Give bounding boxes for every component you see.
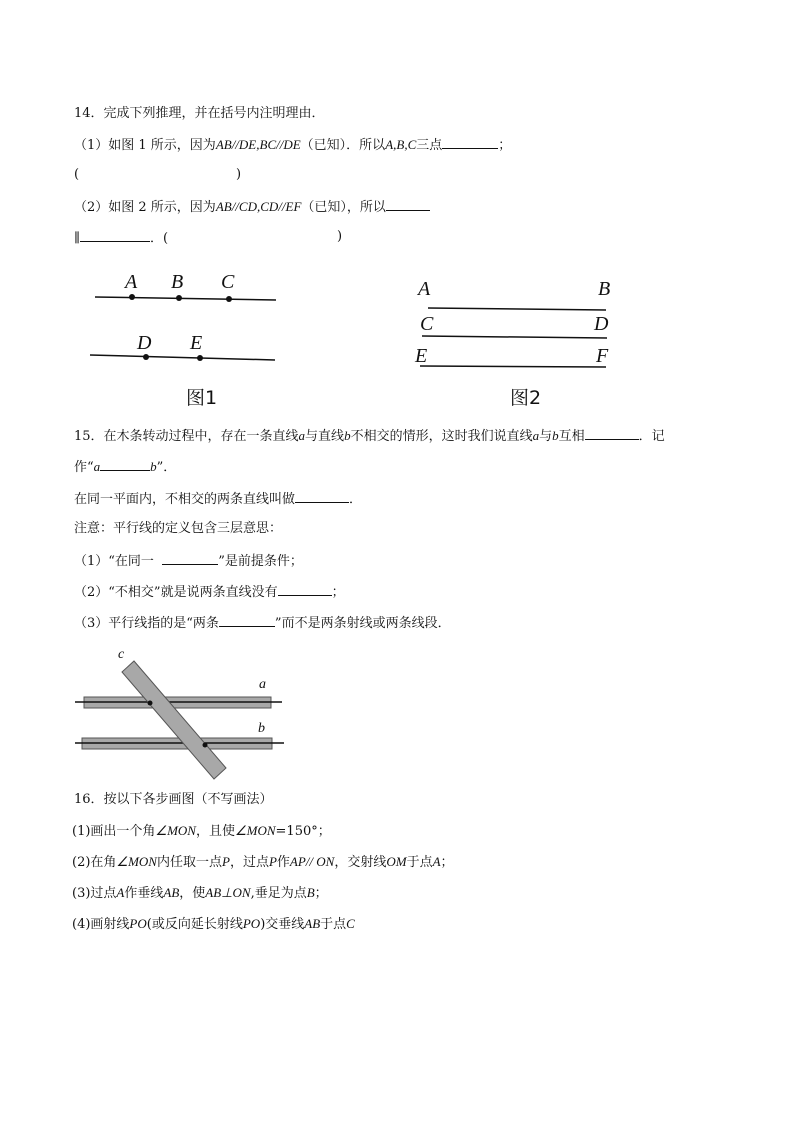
fig1-label-b: B bbox=[171, 271, 184, 293]
q15-line3-text: 在同一平面内，不相交的两条直线叫做 bbox=[74, 492, 296, 507]
q16-s1-a: (1)画出一个角 bbox=[72, 824, 156, 839]
fig2-label-b: B bbox=[598, 278, 611, 300]
q15-line2-var-a: a bbox=[93, 459, 101, 474]
q14-p1-text-c: 三点 bbox=[416, 138, 443, 153]
q15-text-d: 与 bbox=[539, 429, 553, 444]
q16-s2-a: (2)在角 bbox=[72, 855, 117, 870]
q14-p1-points: A,B,C bbox=[385, 137, 417, 152]
q16-s3-point-a: A bbox=[116, 885, 125, 900]
q15-line2 bbox=[74, 457, 176, 477]
q16-s3-b: 作垂线 bbox=[124, 886, 164, 901]
q14-p1-text-a: （1）如图 1 所示，因为 bbox=[74, 138, 216, 153]
fig1-label-d: D bbox=[137, 332, 152, 354]
q14-p1-text-b: （已知）．所以 bbox=[300, 138, 386, 153]
q15-line1 bbox=[74, 426, 665, 446]
q16-s4-b: (或反向延长射线 bbox=[146, 917, 243, 932]
fig2-label-c: C bbox=[420, 313, 434, 335]
fig3-label-b: b bbox=[258, 721, 265, 736]
q15-line2-var-b: b bbox=[150, 459, 157, 474]
q16-s3-e: ； bbox=[314, 886, 328, 901]
q14-title: 14．完成下列推理，并在括号内注明理由． bbox=[74, 106, 325, 121]
q16-s2-a-point: A bbox=[432, 854, 441, 869]
q16-s3-d: ,垂足为点 bbox=[250, 886, 307, 901]
q15-var-a: a bbox=[298, 428, 306, 443]
q15-note: 注意：平行线的定义包含三层意思： bbox=[74, 521, 283, 536]
q16-s1-b: ，且使 bbox=[195, 824, 235, 839]
q16-step1 bbox=[72, 822, 331, 841]
q15-n3-a: （3）平行线指的是“两条 bbox=[74, 616, 219, 631]
fig1-label-e: E bbox=[190, 332, 203, 354]
q16-step2 bbox=[72, 853, 454, 872]
fig3-label-c: c bbox=[118, 647, 125, 662]
q16-s3-a: (3)过点 bbox=[72, 886, 117, 901]
fig3-label-a: a bbox=[259, 677, 266, 692]
point-c-dot bbox=[226, 296, 232, 302]
q15-n1-a: （1）“在同一 bbox=[74, 554, 154, 569]
q14-reason1-open: ( bbox=[74, 167, 80, 182]
q15-line2-b: ”． bbox=[156, 460, 177, 475]
q15-var-a2: a bbox=[532, 428, 540, 443]
q15-line3 bbox=[74, 489, 362, 509]
q16-s4-po: PO bbox=[129, 916, 147, 931]
q16-s2-angle: ∠MON bbox=[116, 854, 157, 869]
q15-text-a: 15．在木条转动过程中，存在一条直线 bbox=[74, 429, 299, 444]
q15-text-c: 不相交的情形，这时我们说直线 bbox=[350, 429, 533, 444]
q16-s2-relation: AP// ON bbox=[289, 854, 335, 869]
stick-c bbox=[122, 661, 226, 779]
nail-b bbox=[203, 743, 208, 748]
point-e-dot bbox=[197, 355, 203, 361]
q16-s2-b: 内任取一点 bbox=[156, 855, 222, 870]
q14-p2-condition: AB//CD,CD//EF bbox=[215, 199, 302, 214]
q14-reason1-close: ) bbox=[236, 167, 242, 182]
q14-p1-end: ； bbox=[498, 138, 512, 153]
fig1-label-c: C bbox=[221, 271, 235, 293]
q15-text-b: 与直线 bbox=[305, 429, 345, 444]
fig2-label-a: A bbox=[418, 278, 431, 300]
q15-blank3[interactable] bbox=[295, 489, 349, 503]
nail-a bbox=[148, 701, 153, 706]
q15-var-b: b bbox=[344, 428, 351, 443]
q16-s1-angle2: ∠MON bbox=[234, 823, 276, 838]
fig2-label-e: E bbox=[415, 345, 428, 367]
q16-s2-p: P bbox=[221, 854, 230, 869]
q15-note2 bbox=[74, 582, 345, 602]
q16-s4-a: (4)画射线 bbox=[72, 917, 130, 932]
q15-line3-end: ． bbox=[349, 492, 363, 507]
q15-n1-b: ”是前提条件； bbox=[218, 554, 303, 569]
q15-n2-b: ； bbox=[331, 585, 345, 600]
q16-s4-d: 于点 bbox=[320, 917, 347, 932]
q16-s2-p2: P bbox=[268, 854, 277, 869]
q16-s1-angle: ∠MON bbox=[155, 823, 196, 838]
fig1-label-a: A bbox=[125, 271, 138, 293]
q16-s3-ab: AB bbox=[163, 885, 180, 900]
q15-var-b2: b bbox=[552, 428, 559, 443]
q16-s4-c: )交垂线 bbox=[260, 917, 305, 932]
q14-p1-condition: AB//DE,BC//DE bbox=[215, 137, 301, 152]
q16-title: 16．按以下各步画图（不写画法） bbox=[74, 792, 273, 807]
point-d-dot bbox=[143, 354, 149, 360]
q15-blank2[interactable] bbox=[100, 457, 150, 471]
q16-s2-c: ，过点 bbox=[229, 855, 269, 870]
q16-s2-om: OM bbox=[386, 854, 407, 869]
q16-s2-f: 于点 bbox=[406, 855, 433, 870]
q15-n2-a: （2）“不相交”就是说两条直线没有 bbox=[74, 585, 278, 600]
q14-p2-reason-open: ．( bbox=[150, 231, 169, 246]
q16-s4-po2: PO bbox=[242, 916, 261, 931]
q16-s1-c: =150°； bbox=[275, 824, 331, 839]
q16-s3-relation: AB⊥ON bbox=[205, 885, 251, 900]
q14-p2-text-a: （2）如图 2 所示，因为 bbox=[74, 200, 216, 215]
fig2-label-f: F bbox=[596, 345, 609, 367]
q15-note3 bbox=[74, 613, 451, 633]
q15-text-e: 互相 bbox=[558, 429, 585, 444]
q14-p2-text-b: （已知），所以 bbox=[301, 200, 386, 215]
q15-note1 bbox=[74, 551, 303, 571]
q16-step3 bbox=[72, 884, 328, 903]
q15-line2-a: 作“ bbox=[74, 460, 94, 475]
fig2-caption: 图2 bbox=[510, 387, 542, 409]
q14-p2-parallel: ∥ bbox=[74, 231, 81, 246]
point-b-dot bbox=[176, 295, 182, 301]
q16-s3-point-b: B bbox=[306, 885, 315, 900]
q15-text-f: ．记 bbox=[638, 429, 665, 444]
q16-s2-d: 作 bbox=[276, 855, 290, 870]
q15-blank5[interactable] bbox=[278, 582, 332, 596]
q16-s2-e: ，交射线 bbox=[334, 855, 387, 870]
fig1-caption: 图1 bbox=[186, 387, 218, 409]
q15-blank1[interactable] bbox=[585, 426, 639, 440]
q15-blank6[interactable] bbox=[219, 613, 275, 627]
q15-blank4[interactable] bbox=[162, 551, 218, 565]
q16-step4 bbox=[72, 915, 355, 934]
q14-reason2-close: ) bbox=[337, 229, 343, 244]
fig2-label-d: D bbox=[594, 313, 609, 335]
point-a-dot bbox=[129, 294, 135, 300]
q15-n3-b: ”而不是两条射线或两条线段． bbox=[274, 616, 451, 631]
q16-s3-c: ，使 bbox=[179, 886, 206, 901]
q16-s4-point-c: C bbox=[346, 916, 355, 931]
q16-s2-g: ； bbox=[440, 855, 454, 870]
q16-s4-ab: AB bbox=[304, 916, 321, 931]
